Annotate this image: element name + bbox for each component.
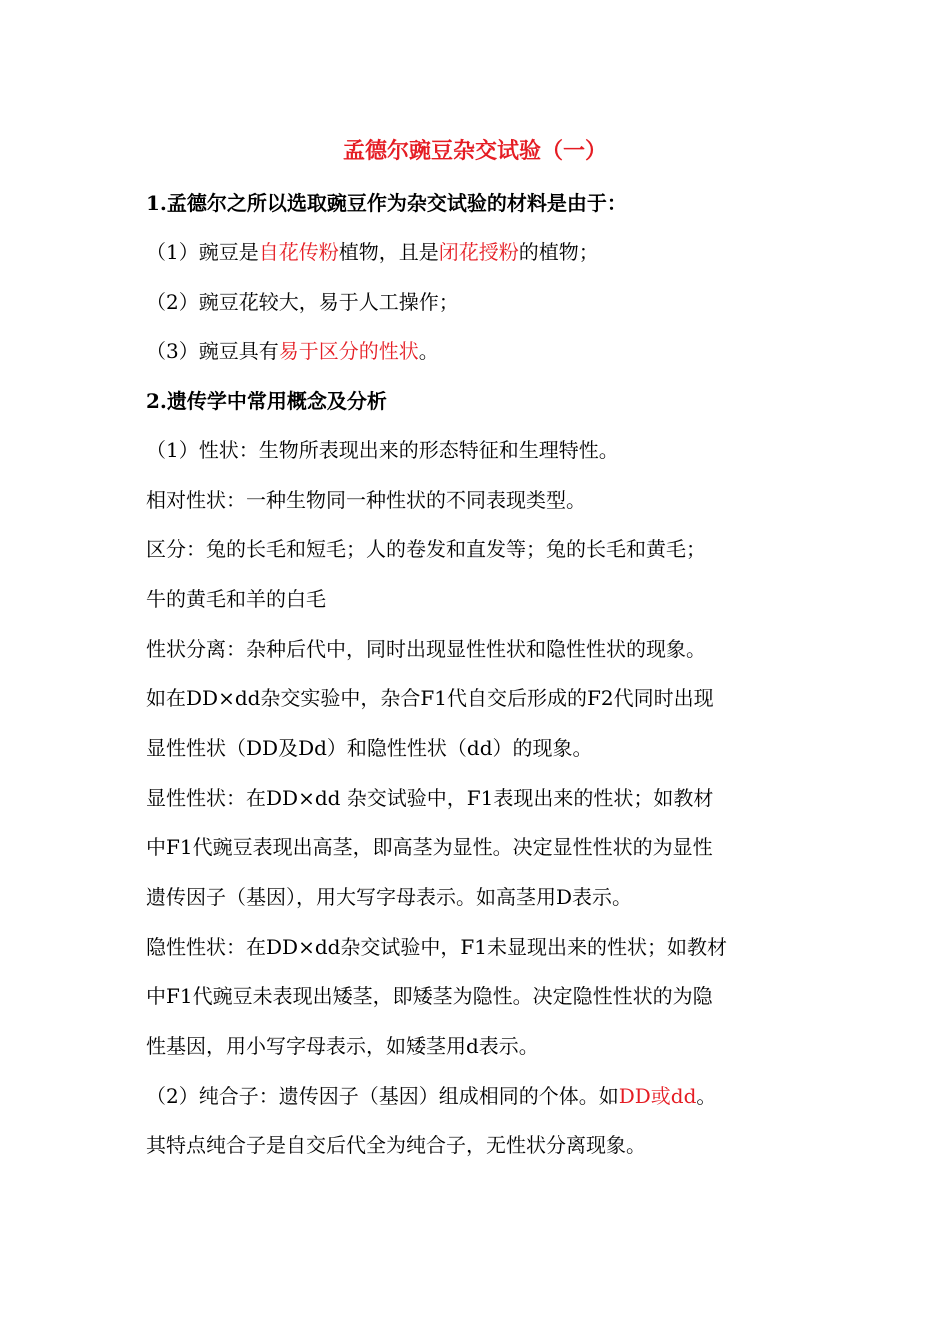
text-span: （1）豌豆是 [146,240,259,264]
paragraph-line: 遗传因子（基因），用大写字母表示。如高茎用D表示。 [146,885,633,909]
text-span: 。 [696,1084,717,1108]
paragraph-line: （1）性状：生物所表现出来的形态特征和生理特性。 [146,438,619,462]
section2-item2 [146,1078,716,1114]
text-span: （3）豌豆具有 [146,339,279,363]
highlight-homozygous-examples: DD或dd [618,1084,697,1108]
section1-item1 [146,234,599,270]
paragraph-line: 牛的黄毛和羊的白毛 [146,587,326,611]
highlight-self-pollination: 自花传粉 [258,240,339,264]
paragraph-line: 显性性状：在DD×dd 杂交试验中，F1表现出来的性状；如教材 [146,786,714,810]
paragraph-line: 区分：兔的长毛和短毛；人的卷发和直发等；兔的长毛和黄毛； [146,537,706,561]
section2-heading: 2.遗传学中常用概念及分析 [146,389,387,413]
section1-item2: （2）豌豆花较大，易于人工操作； [146,290,459,314]
text-span: （2）纯合子：遗传因子（基因）组成相同的个体。如 [146,1084,619,1108]
document-title: 孟德尔豌豆杂交试验（一） [342,138,607,164]
paragraph-line: 中F1代豌豆表现出高茎，即高茎为显性。决定显性性状的为显性 [146,835,713,859]
paragraph-line: 性基因，用小写字母表示，如矮茎用d表示。 [146,1034,539,1058]
text-span: 的植物； [518,240,599,264]
paragraph-line: 其特点纯合子是自交后代全为纯合子，无性状分离现象。 [146,1133,646,1157]
text-span: 植物，且是 [338,240,439,264]
paragraph-line: 中F1代豌豆未表现出矮茎，即矮茎为隐性。决定隐性性状的为隐 [146,984,713,1008]
text-span: 。 [418,339,439,363]
paragraph-line: 隐性性状：在DD×dd杂交试验中，F1未显现出来的性状；如教材 [146,935,728,959]
section1-item3 [146,333,439,369]
paragraph-line: 相对性状：一种生物同一种性状的不同表现类型。 [146,488,586,512]
paragraph-line: 如在DD×dd杂交实验中，杂合F1代自交后形成的F2代同时出现 [146,686,714,710]
highlight-closed-pollination: 闭花授粉 [438,240,519,264]
paragraph-line: 显性性状（DD及Dd）和隐性性状（dd）的现象。 [146,736,593,760]
section1-heading: 1.孟德尔之所以选取豌豆作为杂交试验的材料是由于： [146,191,627,215]
paragraph-line: 性状分离：杂种后代中，同时出现显性性状和隐性性状的现象。 [146,637,706,661]
highlight-distinct-traits: 易于区分的性状 [278,339,419,363]
